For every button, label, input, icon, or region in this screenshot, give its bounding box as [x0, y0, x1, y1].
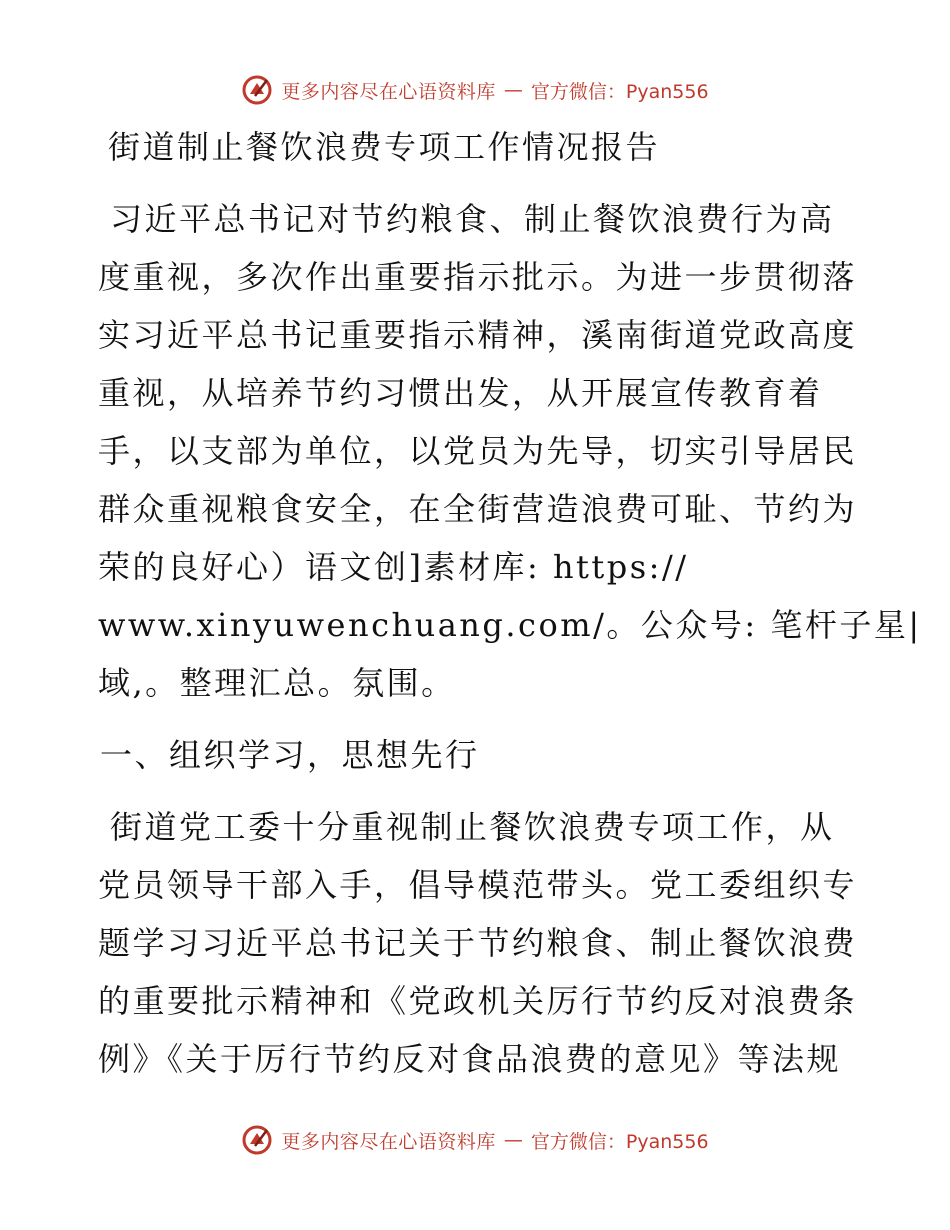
footer-banner — [0, 1120, 950, 1160]
text-line: 手，以支部为单位，以党员为先导，切实引导居民 — [98, 432, 858, 470]
text-line: 例》《关于厉行节约反对食品浪费的意见》等法规 — [98, 1040, 842, 1078]
text-line: 重视，从培养节约习惯出发，从开展宣传教育着 — [98, 374, 823, 412]
text-line: 的重要批示精神和《党政机关厉行节约反对浪费条 — [98, 982, 858, 1020]
paragraph-section-1 — [98, 798, 858, 1088]
brand-logo-icon — [241, 74, 273, 106]
text-line: 习近平总书记对节约粮食、制止餐饮浪费行为高 — [110, 200, 835, 238]
paragraph-intro — [98, 190, 922, 712]
section-heading-1: 一、组织学习，思想先行 — [100, 736, 480, 774]
text-line: 党员领导干部入手，倡导模范带头。党工委组织专 — [98, 866, 858, 904]
header-banner — [0, 70, 950, 110]
text-line: 度重视，多次作出重要指示批示。为进一步贯彻落 — [98, 258, 858, 296]
text-line: 实习近平总书记重要指示精神，溪南街道党政高度 — [98, 316, 858, 354]
document-body — [98, 118, 922, 1102]
banner-brand-text: 更多内容尽在心语资料库 — [281, 1130, 496, 1153]
banner-brand-text: 更多内容尽在心语资料库 — [281, 80, 496, 103]
text-line: 域,。整理汇总。氛围。 — [98, 664, 456, 702]
banner-separator: — — [503, 79, 523, 101]
text-line: www.xinyuwenchuang.com/。公众号: 笔杆子星| — [98, 606, 922, 644]
banner-wechat-text: 官方微信：Pyan556 — [530, 80, 709, 103]
document-title: 街道制止餐饮浪费专项工作情况报告 — [108, 128, 661, 166]
text-line: 街道党工委十分重视制止餐饮浪费专项工作，从 — [110, 808, 835, 846]
text-line: 题学习习近平总书记关于节约粮食、制止餐饮浪费 — [98, 924, 858, 962]
brand-logo-icon — [241, 1124, 273, 1156]
text-line: 群众重视粮食安全，在全街营造浪费可耻、节约为 — [98, 490, 858, 528]
banner-wechat-text: 官方微信：Pyan556 — [530, 1130, 709, 1153]
banner-separator: — — [503, 1129, 523, 1151]
text-line: 荣的良好心）语文创]素材库: https:// — [98, 548, 689, 586]
